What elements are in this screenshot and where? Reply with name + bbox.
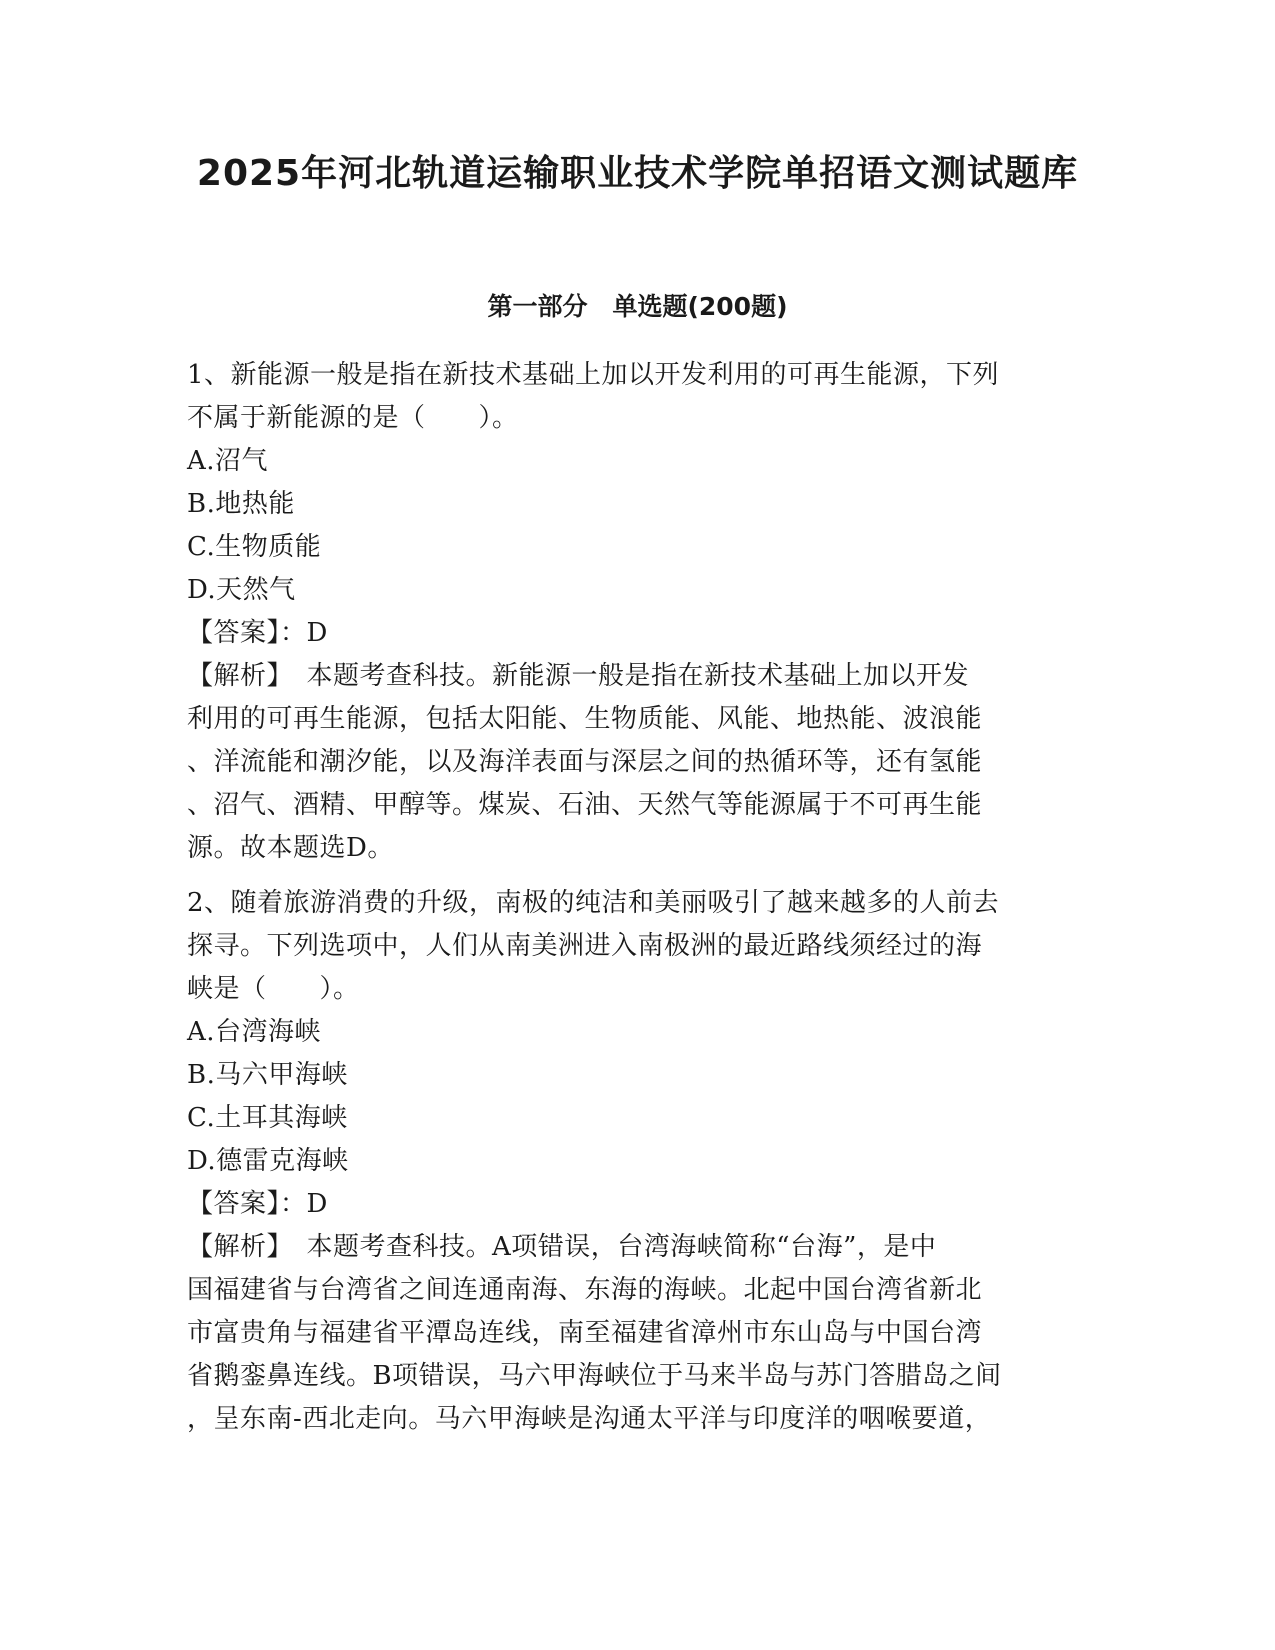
question-stem-line: 峡是（ ）。	[187, 974, 360, 1004]
question-stem-line: 探寻。下列选项中，人们从南美洲进入南极洲的最近路线须经过的海	[187, 931, 983, 961]
section-heading: 第一部分 单选题(200题)	[487, 292, 788, 321]
question-item	[187, 354, 1087, 870]
analysis-line: 国福建省与台湾省之间连通南海、东海的海峡。北起中国台湾省新北	[187, 1275, 983, 1305]
answer-line: 【答案】：D	[187, 618, 328, 648]
option-c: C.生物质能	[187, 532, 322, 562]
question-stem-line: 不属于新能源的是（ ）。	[187, 403, 519, 433]
analysis-line: 源。故本题选D。	[187, 833, 394, 863]
question-item	[187, 882, 1087, 1441]
document-title: 2025年河北轨道运输职业技术学院单招语文测试题库	[196, 153, 1079, 194]
analysis-line: 、洋流能和潮汐能，以及海洋表面与深层之间的热循环等，还有氢能	[187, 747, 983, 777]
answer-line: 【答案】：D	[187, 1189, 328, 1219]
question-stem-line: 2、随着旅游消费的升级，南极的纯洁和美丽吸引了越来越多的人前去	[187, 888, 1000, 918]
question-stem-line: 1、新能源一般是指在新技术基础上加以开发利用的可再生能源，下列	[187, 360, 1000, 390]
option-c: C.土耳其海峡	[187, 1103, 348, 1133]
option-b: B.地热能	[187, 489, 295, 519]
analysis-line: 利用的可再生能源，包括太阳能、生物质能、风能、地热能、波浪能	[187, 704, 983, 734]
analysis-line: 市富贵角与福建省平潭岛连线，南至福建省漳州市东山岛与中国台湾	[187, 1318, 983, 1348]
option-d: D.天然气	[187, 575, 296, 605]
option-d: D.德雷克海峡	[187, 1146, 349, 1176]
analysis-line: 、沼气、酒精、甲醇等。煤炭、石油、天然气等能源属于不可再生能	[187, 790, 983, 820]
option-b: B.马六甲海峡	[187, 1060, 348, 1090]
option-a: A.沼气	[187, 446, 269, 476]
option-a: A.台湾海峡	[187, 1017, 322, 1047]
analysis-line: ，呈东南-西北走向。马六甲海峡是沟通太平洋与印度洋的咽喉要道，	[187, 1404, 992, 1434]
analysis-line: 省鹅銮鼻连线。B项错误，马六甲海峡位于马来半岛与苏门答腊岛之间	[187, 1361, 1002, 1391]
analysis-line: 【解析】 本题考查科技。A项错误，台湾海峡简称“台海”，是中	[187, 1232, 937, 1262]
document-body	[187, 354, 1087, 1453]
analysis-line: 【解析】 本题考查科技。新能源一般是指在新技术基础上加以开发	[187, 661, 970, 691]
